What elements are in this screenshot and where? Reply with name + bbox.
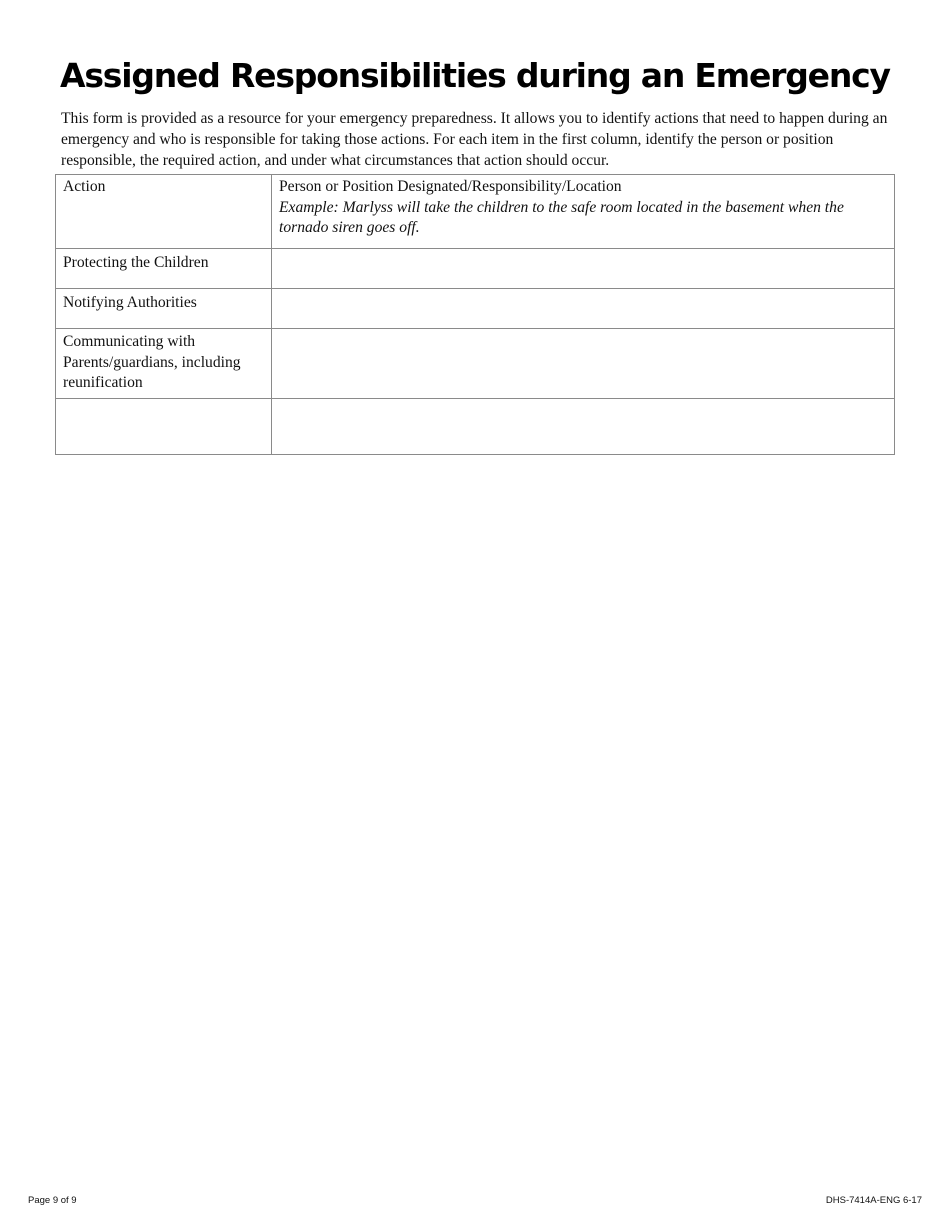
form-code: DHS-7414A-ENG 6-17 — [825, 1195, 922, 1206]
page-title: Assigned Responsibilities during an Emergency — [60, 56, 890, 95]
action-field[interactable] — [56, 398, 272, 454]
action-cell: Notifying Authorities — [56, 289, 272, 329]
action-cell: Communicating with Parents/guardians, including reunification — [56, 329, 272, 399]
page-number: Page 9 of 9 — [28, 1195, 77, 1206]
header-action-cell — [56, 175, 272, 249]
header-person-cell — [272, 175, 895, 249]
table-row — [56, 398, 895, 454]
responsibility-field[interactable] — [272, 249, 895, 289]
responsibility-field[interactable] — [272, 289, 895, 329]
responsibility-field[interactable] — [272, 329, 895, 399]
header-person-label: Person or Position Designated/Responsibility/Location — [279, 178, 622, 195]
responsibilities-table — [55, 174, 895, 455]
table-row — [56, 289, 895, 329]
header-action-label: Action — [63, 178, 106, 195]
table-row — [56, 249, 895, 289]
responsibility-field[interactable] — [272, 398, 895, 454]
table-header-row — [56, 175, 895, 249]
intro-paragraph: This form is provided as a resource for your emergency preparedness. It allows you to identify actions that need to happen during an emergency and who is responsible for taking those actions. For each item in the first column, identify the person or position responsible, the required action, and under what circumstances that action should occur. — [61, 110, 888, 169]
table-row — [56, 329, 895, 399]
header-example-text: Example: Marlyss will take the children to the safe room located in the basement when the tornado siren goes off. — [279, 198, 844, 236]
action-cell: Protecting the Children — [56, 249, 272, 289]
